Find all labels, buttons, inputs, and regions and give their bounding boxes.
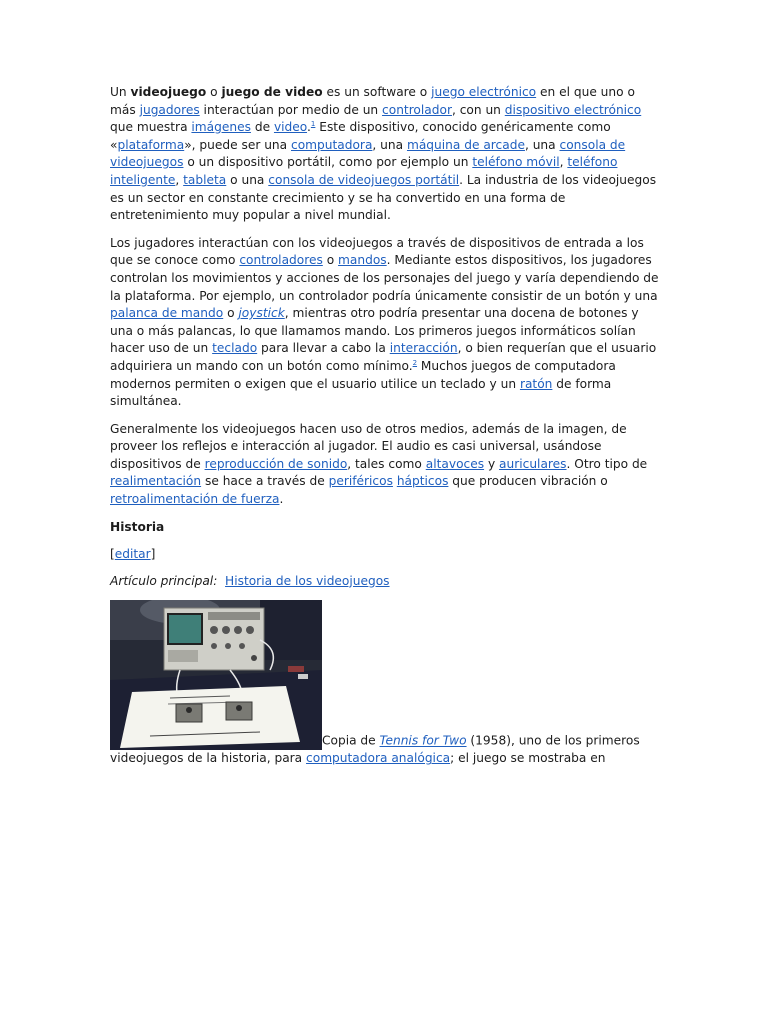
bracket-close: ] <box>150 547 156 562</box>
text: , <box>559 155 568 170</box>
tennis-for-two-photo[interactable] <box>110 600 322 750</box>
text: de forma simultánea. <box>110 376 612 409</box>
link-jugadores[interactable]: jugadores <box>139 102 200 117</box>
link-palanca-de-mando[interactable]: palanca de mando <box>110 306 224 321</box>
paragraph-intro <box>110 84 660 225</box>
footnote-ref-2[interactable]: 2 <box>412 358 418 367</box>
link-consola-de-videojuegos[interactable]: consola de videojuegos <box>110 137 626 170</box>
text: para llevar a cabo la <box>257 341 390 356</box>
main-article-label: Artículo principal: <box>110 573 218 588</box>
text: que producen vibración o <box>448 474 608 489</box>
link-computadora[interactable]: computadora <box>291 137 373 152</box>
text: y <box>484 456 500 471</box>
link-tennis-for-two[interactable]: Tennis for Two <box>379 733 467 748</box>
text: . <box>307 120 311 135</box>
link-controladores[interactable]: controladores <box>239 253 323 268</box>
text: ; el juego se mostraba en <box>450 751 606 766</box>
text: que muestra <box>110 120 192 135</box>
link-controlador[interactable]: controlador <box>382 102 452 117</box>
text: (1958), uno de los primeros videojuegos de la historia, para <box>110 733 640 766</box>
text: Este dispositivo, conocido genéricamente como « <box>110 120 611 152</box>
link-perifericos[interactable]: periféricos <box>328 474 393 489</box>
link-juego-electronico[interactable]: juego electrónico <box>431 85 537 99</box>
text: Copia de <box>322 733 380 748</box>
text: », puede ser una <box>184 137 291 152</box>
text: Muchos juegos de computadora modernos permiten o exigen que el usuario utilice un teclado y un <box>110 358 616 391</box>
text: o una <box>226 172 269 187</box>
text: Un <box>110 85 131 99</box>
text: o <box>206 85 222 99</box>
text: , o bien requerían que el usuario adquiriera un mando con un botón como mínimo. <box>110 341 657 373</box>
link-mandos[interactable]: mandos <box>338 253 387 268</box>
link-retroalimentacion-de-fuerza[interactable]: retroalimentación de fuerza <box>110 492 280 507</box>
link-interaccion[interactable]: interacción <box>389 341 458 356</box>
photo-illustration <box>110 600 322 750</box>
text: . Otro tipo de <box>566 456 648 471</box>
link-video[interactable]: video <box>273 120 308 135</box>
link-raton[interactable]: ratón <box>519 376 553 391</box>
link-reproduccion-de-sonido[interactable]: reproducción de sonido <box>204 456 348 471</box>
link-plataforma[interactable]: plataforma <box>117 137 185 152</box>
edit-link[interactable]: editar <box>114 547 151 562</box>
link-realimentacion[interactable]: realimentación <box>110 474 202 489</box>
edit-section <box>110 546 660 564</box>
text: en el que uno o más <box>110 85 635 117</box>
link-telefono-movil[interactable]: teléfono móvil <box>472 155 560 170</box>
bracket-open: [ <box>110 547 115 562</box>
link-computadora-analogica[interactable]: computadora analógica <box>306 751 451 766</box>
text: se hace a través de <box>201 474 329 489</box>
text: , mientras otro podría presentar una docena de botones y una o más palancas, lo que llamamos mando. Los primeros juegos informáticos solían hacer uso de un <box>110 306 639 356</box>
paragraph-controllers <box>110 235 660 411</box>
term-videojuego: videojuego <box>130 85 207 99</box>
paragraph-feedback <box>110 421 660 509</box>
link-tableta[interactable]: tableta <box>183 172 227 187</box>
link-consola-portatil[interactable]: consola de videojuegos portátil <box>268 172 460 187</box>
footnote-ref-1[interactable]: 1 <box>310 120 316 129</box>
link-teclado[interactable]: teclado <box>212 341 258 356</box>
text: , una <box>524 137 560 152</box>
link-historia-de-los-videojuegos[interactable]: Historia de los videojuegos <box>225 573 390 588</box>
text: , tales como <box>347 456 426 471</box>
text: es un software o <box>322 85 432 99</box>
text: , con un <box>451 102 505 117</box>
link-altavoces[interactable]: altavoces <box>425 456 485 471</box>
main-article-note <box>110 573 660 591</box>
text: o <box>223 306 239 321</box>
link-joystick[interactable]: joystick <box>238 306 285 321</box>
term-juego-de-video: juego de video <box>221 85 323 99</box>
text: . <box>279 492 284 507</box>
text: o un dispositivo portátil, como por ejemplo un <box>183 155 473 170</box>
link-auriculares[interactable]: auriculares <box>499 456 567 471</box>
text: o <box>322 253 339 268</box>
document-body <box>110 84 660 768</box>
text: . Mediante estos dispositivos, los jugadores controlan los movimientos y acciones de los personajes del juego y varía dependiendo de la plataforma. Por ejemplo, un controlador podría únicamente consistir de un botón y una <box>110 253 659 303</box>
link-maquina-de-arcade[interactable]: máquina de arcade <box>406 137 525 152</box>
text: de <box>250 120 274 135</box>
link-imagenes[interactable]: imágenes <box>191 120 251 135</box>
section-heading-historia: Historia <box>110 519 165 534</box>
text: Los jugadores interactúan con los videojuegos a través de dispositivos de entrada a los que se conoce como <box>110 235 644 268</box>
text: interactúan por medio de un <box>199 102 383 117</box>
text: . La industria de los videojuegos es un sector en constante crecimiento y se ha convertido en una forma de entretenimiento muy popular a nivel mundial. <box>110 172 657 223</box>
link-hapticos[interactable]: hápticos <box>396 474 449 489</box>
link-telefono-inteligente[interactable]: teléfono inteligente <box>110 155 618 187</box>
text: Generalmente los videojuegos hacen uso de otros medios, además de la imagen, de proveer los reflejos e interacción al jugador. El audio es casi universal, usándose dispositivos de <box>110 421 627 471</box>
text: , una <box>372 137 407 152</box>
link-dispositivo-electronico[interactable]: dispositivo electrónico <box>504 102 642 117</box>
figure-caption <box>110 600 660 768</box>
text: , <box>175 172 184 187</box>
